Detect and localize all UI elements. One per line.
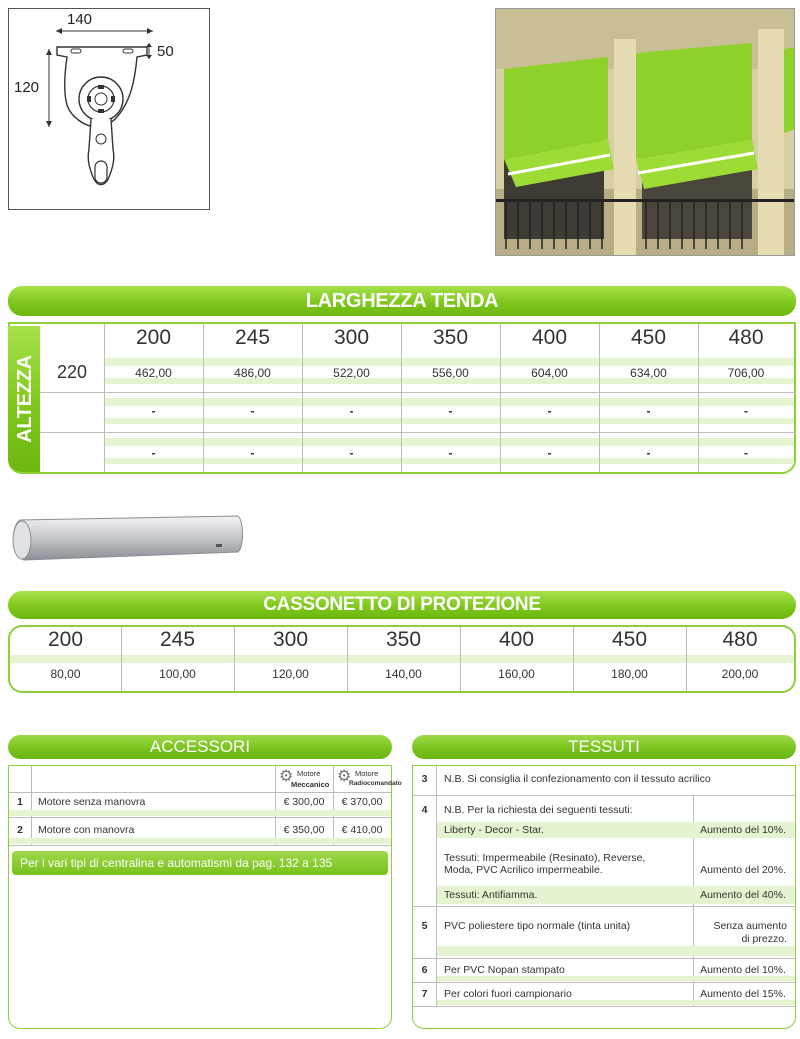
price-cell: - <box>250 404 255 418</box>
height-220: 220 <box>56 362 88 382</box>
cass-width: 200 <box>47 628 84 651</box>
cass-width: 300 <box>272 628 309 651</box>
cass-width: 350 <box>385 628 422 651</box>
motore-meccanico-header: ⚙ Motore Meccanico <box>279 768 330 789</box>
price-cell: - <box>250 446 255 460</box>
price-cell: - <box>448 404 453 418</box>
pvc-nopan-price: Aumento del 10%. <box>700 964 786 976</box>
fabric-increase: Aumento del 40%. <box>700 889 786 901</box>
width-480: 480 <box>728 326 764 349</box>
accessori-header: ACCESSORI <box>8 735 392 759</box>
cass-price: 180,00 <box>611 667 648 681</box>
fabric-group: Tessuti: Antifiamma. <box>444 889 538 901</box>
cass-price: 140,00 <box>385 667 422 681</box>
technical-drawing <box>8 8 210 210</box>
accessory-price: € 370,00 <box>341 796 383 808</box>
cass-width: 450 <box>611 628 648 651</box>
price-cell: 462,00 <box>135 366 172 380</box>
cass-price: 200,00 <box>721 667 759 681</box>
tessuti-note: N.B. Si consiglia il confezionamento con il tessuto acrilico <box>444 773 711 785</box>
accessory-price: € 410,00 <box>341 824 383 836</box>
altezza-label: ALTEZZA <box>14 355 36 443</box>
cassonetto-image <box>10 508 246 566</box>
accessory-desc: Motore senza manovra <box>38 796 146 808</box>
offset-dimension: 50 <box>157 43 174 60</box>
price-cell: - <box>547 404 552 418</box>
tessuti-intro: N.B. Per la richiesta dei seguenti tessuti: <box>444 804 633 816</box>
price-cell: - <box>646 404 651 418</box>
accessory-price: € 300,00 <box>283 796 325 808</box>
accessory-price: € 350,00 <box>283 824 325 836</box>
width-400: 400 <box>531 326 568 349</box>
bracket-drawing <box>9 9 211 211</box>
motore-radio-header: ⚙ Motore Radiocomandato <box>337 768 402 787</box>
fuori-campionario-price: Aumento del 15%. <box>700 988 786 1000</box>
price-cell: - <box>151 446 156 460</box>
cass-price: 100,00 <box>159 667 196 681</box>
cass-width: 480 <box>722 628 758 651</box>
width-dimension: 140 <box>67 11 93 28</box>
fabric-increase: Aumento del 20%. <box>700 864 786 876</box>
price-cell: - <box>448 446 453 460</box>
price-cell: - <box>744 446 748 460</box>
width-450: 450 <box>630 326 667 349</box>
altezza-side <box>8 326 40 472</box>
pvc-normal: PVC poliestere tipo normale (tinta unita) <box>444 920 631 932</box>
width-245: 245 <box>234 326 271 349</box>
pvc-nopan: Per PVC Nopan stampato <box>444 964 565 976</box>
pvc-normal-price: Senza aumento <box>713 920 787 932</box>
height-dimension: 120 <box>14 79 40 96</box>
price-cell: 486,00 <box>234 366 271 380</box>
price-cell: 634,00 <box>630 366 667 380</box>
fuori-campionario: Per colori fuori campionario <box>444 988 572 1000</box>
price-cell: - <box>349 446 354 460</box>
cass-price: 120,00 <box>272 667 309 681</box>
cass-width: 400 <box>498 628 535 651</box>
price-cell: - <box>151 404 156 418</box>
cass-price: 160,00 <box>498 667 535 681</box>
pvc-normal-price-line2: di prezzo. <box>741 933 787 945</box>
cassonetto-header: CASSONETTO DI PROTEZIONE <box>8 591 796 619</box>
price-cell: 604,00 <box>531 366 568 380</box>
price-cell: - <box>547 446 552 460</box>
fabric-increase: Aumento del 10%. <box>700 824 786 836</box>
width-300: 300 <box>333 326 370 349</box>
price-cell: - <box>646 446 651 460</box>
price-cell: - <box>744 404 748 418</box>
radio-gear-icon: ⚙ <box>337 768 352 785</box>
larghezza-header: LARGHEZZA TENDA <box>8 286 796 316</box>
cass-width: 245 <box>159 628 196 651</box>
price-cell: 706,00 <box>727 366 765 380</box>
centralina-note: Per i vari tipi di centralina e automatismi da pag. 132 a 135 <box>12 851 388 875</box>
price-cell: 556,00 <box>432 366 469 380</box>
width-350: 350 <box>432 326 469 349</box>
price-cell: 522,00 <box>333 366 370 380</box>
awning-photo <box>495 8 795 256</box>
fabric-group: Liberty - Decor - Star. <box>444 824 544 836</box>
accessory-desc: Motore con manovra <box>38 824 135 836</box>
gear-icon: ⚙ <box>279 768 294 785</box>
fabric-group: Tessuti: Impermeabile (Resinato), Reverse, <box>444 852 646 864</box>
width-200: 200 <box>135 326 172 349</box>
cass-price: 80,00 <box>50 667 81 681</box>
tessuti-header: TESSUTI <box>412 735 796 759</box>
fabric-group-line2: Moda, PVC Acrilico impermeabile. <box>444 864 603 876</box>
price-cell: - <box>349 404 354 418</box>
